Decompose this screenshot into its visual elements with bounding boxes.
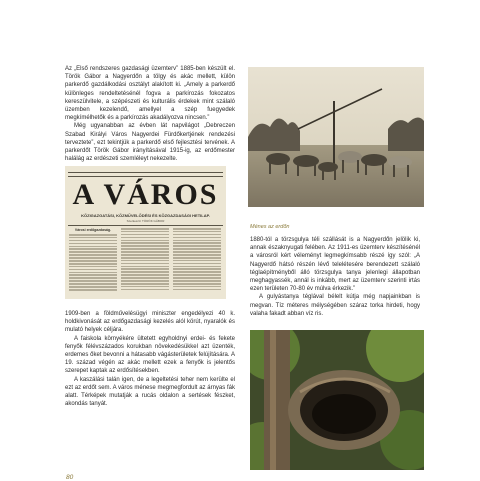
divider — [68, 176, 223, 177]
left-text-column-lower — [65, 310, 235, 408]
newspaper-column — [69, 228, 117, 292]
newspaper-clipping-image — [65, 166, 226, 299]
paragraph: Még ugyanabban az évben lát napvilágot „Debreczen Szabad Királyi Város Nagyerdei Fürdőkertjének rendezési terveztete”, ezt tekintjük a parkerdő első fejlesztési tervének. A parkerdőt Török Gábor irányításával 1915-ig, az erdőmester halálág az erdészeti szemléleyt nekezelte. — [65, 123, 235, 163]
book-page — [51, 40, 433, 481]
paragraph: 1909-ben a földművelésügyi miniszter engedélyezi 40 k. holdkivonását az erdőgazdasági kezelés alól körút, nyaralók és mulató helyek céljára. — [65, 311, 235, 334]
newspaper-column — [121, 228, 169, 292]
divider — [68, 172, 223, 173]
paragraph: 1880-tól a törzsgulya téli szállását is a Nagyerdőn jelölik ki, annak északnyugati felében. Az 1911-es üzemterv készítésénél a városról kért véleményt legmegkímsabb részé így szól: „A Nagyerdő hátsó részén lévő telelétesére berendezett szálaló téglaépítményből álló törzsgulya tanya jelenlegi állapotban meghagyassék, annál is inkább, mert az üzemterv szerinti irtás ezen területen 70-80 év múlva érkezik.” — [250, 237, 420, 293]
paragraph: Az „Első rendszeres gazdasági üzemterv” 1885-ben készült el. Török Gábor a Nagyerdőn a tölgy és akác mellett, külön parkerdő gazdálkodási osztályt alakított ki. „Amely a parkerdő különleges rendeltetésénél fogva a parkírozás fokozatos kereszülvitele, a szépészeti és kulturális érdekek mint szálaló üzemben kezelendő, amellyel a szép fuegyedek megkímélhetők és a parkírozás akadályozva nincsen.” — [65, 66, 235, 122]
divider — [68, 225, 223, 226]
newspaper-column-heading: Városi erdőgazdaság. — [74, 228, 112, 232]
newspaper-masthead: A VÁROS — [72, 178, 219, 211]
newspaper-column — [173, 228, 221, 292]
paragraph: A kaszálási talán igen, de a legeltetési teher nem kerülte el ezt az erdőt sem. A város ménese megmegfordult az árnyas fák alatt. Térképek mutatják a rucás oldalon a sertések fészket, akondás tanyát. — [65, 376, 235, 408]
well-photo — [250, 330, 424, 470]
page-number: 80 — [66, 474, 74, 481]
photo-caption: Ménes az erdőn — [250, 224, 290, 230]
right-text-column — [250, 236, 420, 318]
newspaper-subtitle: KÖZIGAZGATÁSI, KÖZMŰVELŐDÉSI ÉS KÖZGAZDASÁGI HETILAP. — [81, 213, 210, 218]
horses-photo — [248, 67, 424, 207]
left-text-column — [65, 65, 235, 163]
newspaper-subline: Szerkeszti: TÖRÖK GÁBOR — [126, 219, 165, 223]
paragraph: A faiskola környékére ültetett egyholdnyi erdei- és fekete fenyők félévszázados korukban növekedésükkel azt üzenték, erdemes őket bevonni a hátasabb vágásterületek felújítására. A 19. század végén az akác mellett ezek a fenyők is jelentős szerepet kaptak az erdősítésekben. — [65, 335, 235, 375]
paragraph: A gulyástanya téglával bélelt kútja még napjainkban is megvan. Tíz méteres mélységében száraz torka hirdeti, hogy valaha fakadt abban víz ris. — [250, 294, 420, 317]
